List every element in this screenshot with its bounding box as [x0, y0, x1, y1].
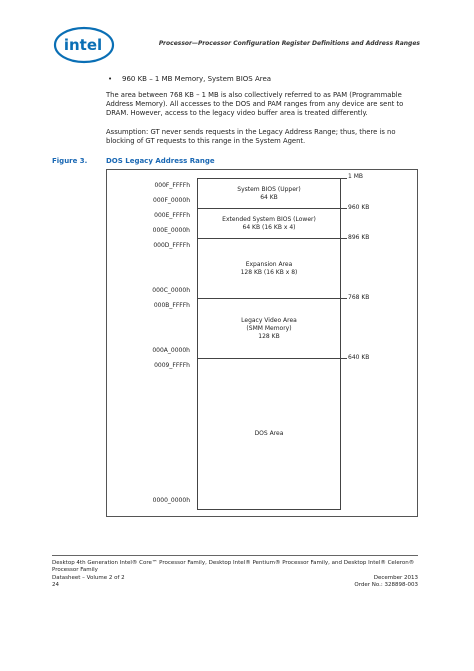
footer-product-line-2: Processor Family [52, 567, 98, 573]
boundary-tick [341, 238, 347, 239]
boundary-size-label: 1 MB [348, 173, 364, 180]
region-label: Extended System BIOS (Lower) [222, 215, 316, 223]
header-title: Processor—Processor Configuration Register Definitions and Address Ranges [158, 40, 420, 47]
boundary-size-label: 960 KB [348, 204, 370, 211]
footer-product-line: Desktop 4th Generation Intel® Core™ Processor Family, Desktop Intel® Pentium® Processor Family, and Desktop Intel® Celeron® [52, 560, 415, 566]
region-size: 128 KB [258, 332, 280, 340]
figure-title: DOS Legacy Address Range [106, 157, 215, 165]
footer-divider [52, 555, 418, 556]
boundary-size-label: 768 KB [348, 294, 370, 301]
paragraph-pam: The area between 768 KB – 1 MB is also collectively referred to as PAM (Programmable Address Memory). All accesses to the DOS and PAM ranges from any device are sent to DRAM. However, access to the legacy video buffer area is treated differently. [106, 91, 404, 117]
footer-order-number: Order No.: 328898-003 [354, 582, 418, 588]
address-label: 000B_FFFFh [153, 302, 190, 309]
region-dos-area [198, 359, 340, 509]
region-label: Expansion Area [245, 260, 293, 268]
region-system-bios [198, 179, 340, 209]
address-label: 000C_0000h [152, 287, 190, 294]
region-size: 64 KB [260, 193, 278, 201]
address-label: 000F_0000h [153, 197, 190, 204]
boundary-tick [341, 208, 347, 209]
memory-map [197, 178, 341, 510]
address-label: 0000_0000h [152, 497, 190, 504]
boundary-tick [341, 298, 347, 299]
intel-logo [52, 24, 116, 66]
boundary-size-label: 896 KB [348, 234, 370, 241]
region-label: DOS Area [254, 430, 284, 437]
boundary-size-label: 640 KB [348, 354, 370, 361]
bullet-marker: • [108, 75, 113, 83]
address-label: 000E_FFFFh [154, 212, 190, 219]
region-sublabel: (SMM Memory) [246, 324, 292, 332]
logo-text: intel [63, 36, 103, 54]
figure-label: Figure 3. [52, 157, 88, 165]
region-extended-bios [198, 209, 340, 239]
address-label: 000F_FFFFh [154, 182, 190, 189]
address-label: 0009_FFFFh [154, 362, 190, 369]
region-size: 64 KB (16 KB x 4) [242, 223, 296, 231]
region-label: Legacy Video Area [241, 316, 297, 324]
boundary-tick [341, 178, 347, 179]
address-label: 000E_0000h [152, 227, 190, 234]
footer-page-number: 24 [52, 582, 59, 588]
region-legacy-video [198, 299, 340, 359]
address-label: 000A_0000h [152, 347, 190, 354]
region-expansion-area [198, 239, 340, 299]
paragraph-assumption: Assumption: GT never sends requests in the Legacy Address Range; thus, there is no blocking of GT requests to this range in the System Agent. [106, 128, 396, 145]
footer-date: December 2013 [373, 575, 418, 581]
bullet-text: 960 KB – 1 MB Memory, System BIOS Area [122, 75, 272, 83]
boundary-tick [341, 358, 347, 359]
region-label: System BIOS (Upper) [237, 185, 301, 193]
footer-doc-type: Datasheet – Volume 2 of 2 [52, 575, 125, 581]
address-label: 000D_FFFFh [153, 242, 190, 249]
region-size: 128 KB (16 KB x 8) [240, 268, 298, 276]
